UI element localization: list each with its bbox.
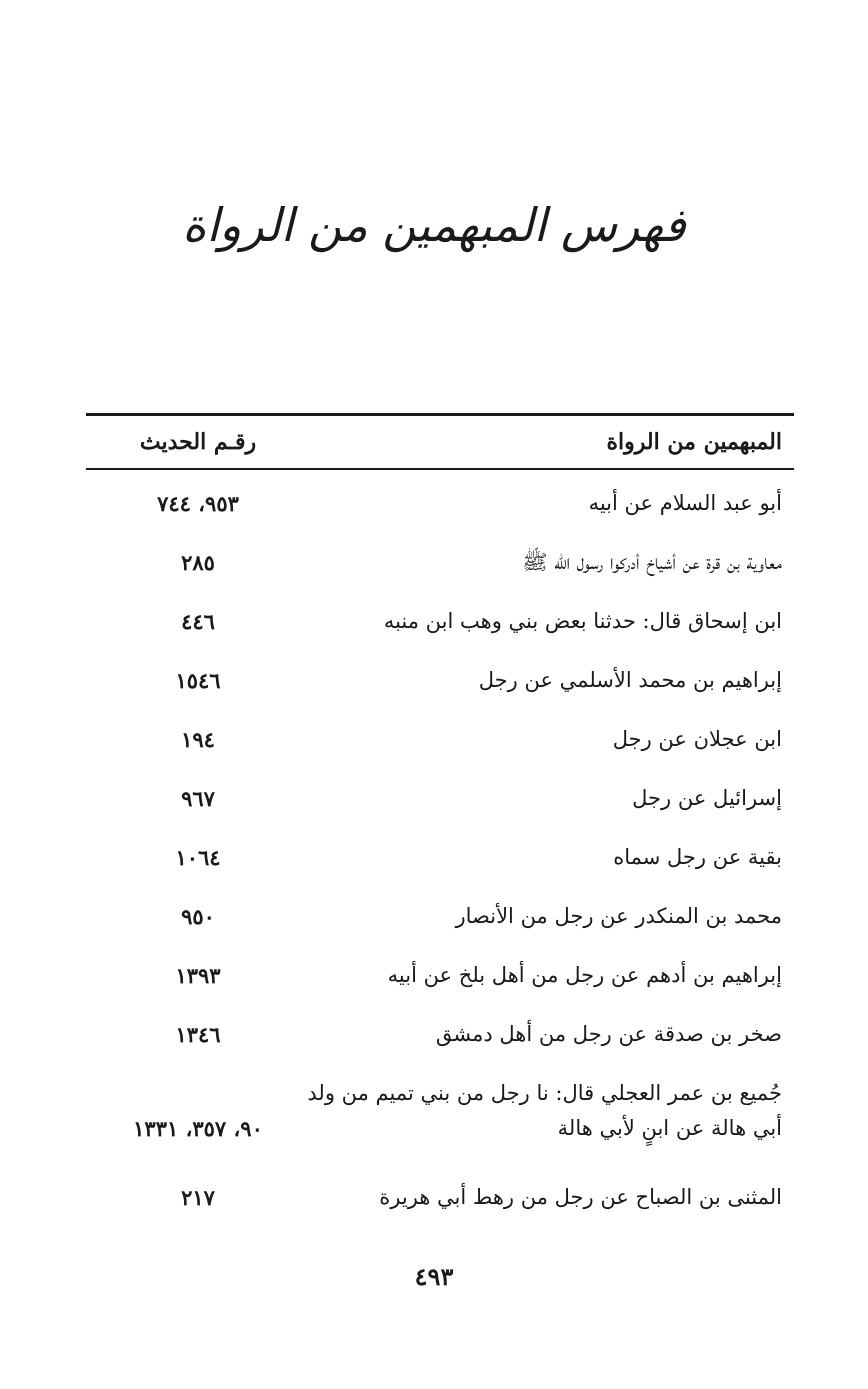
hadith-number-cell: ١٣٩٣ — [175, 963, 221, 988]
table-row — [86, 592, 794, 651]
table-row — [86, 1005, 794, 1064]
narrator-cell: صخر بن صدقة عن رجل من أهل دمشق — [435, 1022, 782, 1046]
table-row — [86, 533, 794, 592]
hadith-number-cell: ٤٤٦ — [181, 609, 215, 634]
hadith-number-cell: ١٣٤٦ — [175, 1022, 221, 1047]
page-number: ٤٩٣ — [414, 1262, 454, 1291]
table-row — [86, 828, 794, 887]
narrator-cell: إبراهيم بن محمد الأسلمي عن رجل — [478, 668, 782, 692]
narrator-cell: إسرائيل عن رجل — [632, 786, 782, 810]
hadith-number-cell: ٩٦٧ — [181, 786, 215, 811]
table-row — [86, 474, 794, 533]
hadith-number-cell: ٩٥٠ — [181, 904, 215, 929]
page-title: فهرس المبهمين من الرواة — [182, 198, 686, 252]
table-row — [86, 710, 794, 769]
header-hadith-number: رقـم الحديث — [139, 429, 257, 455]
table-row — [86, 651, 794, 710]
table-header — [86, 416, 794, 470]
narrator-cell: أبو عبد السلام عن أبيه — [588, 491, 782, 515]
narrator-cell: جُميع بن عمر العجلي قال: نا رجل من بني تميم من ولد أبي هالة عن ابنٍ لأبي هالة — [307, 1081, 782, 1140]
table-row — [86, 1064, 794, 1168]
hadith-number-cell: ١٩٤ — [181, 727, 215, 752]
narrator-cell: بقية عن رجل سماه — [613, 845, 782, 869]
table-row — [86, 946, 794, 1005]
hadith-number-cell: ١٥٤٦ — [175, 668, 221, 693]
hadith-number-cell: ٩٥٣، ٧٤٤ — [157, 491, 239, 516]
hadith-number-cell: ٩٠، ٣٥٧، ١٣٣١ — [133, 1116, 263, 1141]
hadith-number-cell: ١٠٦٤ — [175, 845, 221, 870]
hadith-number-cell: ٢٨٥ — [181, 550, 215, 575]
narrator-cell: المثنى بن الصباح عن رجل من رهط أبي هريرة — [379, 1185, 782, 1209]
narrator-cell: ابن إسحاق قال: حدثنا بعض بني وهب ابن منبه — [383, 609, 782, 633]
table-row — [86, 887, 794, 946]
table-body — [86, 470, 794, 1227]
header-narrators: المبهمين من الرواة — [606, 429, 782, 455]
narrator-cell: ابن عجلان عن رجل — [612, 727, 782, 751]
narrator-cell: محمد بن المنكدر عن رجل من الأنصار — [455, 904, 782, 928]
hadith-number-cell: ٢١٧ — [181, 1185, 215, 1210]
table-row — [86, 1168, 794, 1227]
table-row — [86, 769, 794, 828]
narrators-index-table — [86, 413, 794, 1227]
narrator-cell: معاوية بن قرة عن أشياخ أدركوا رسول الله ﷺ — [522, 550, 782, 574]
narrator-cell: إبراهيم بن أدهم عن رجل من أهل بلخ عن أبيه — [387, 963, 782, 987]
